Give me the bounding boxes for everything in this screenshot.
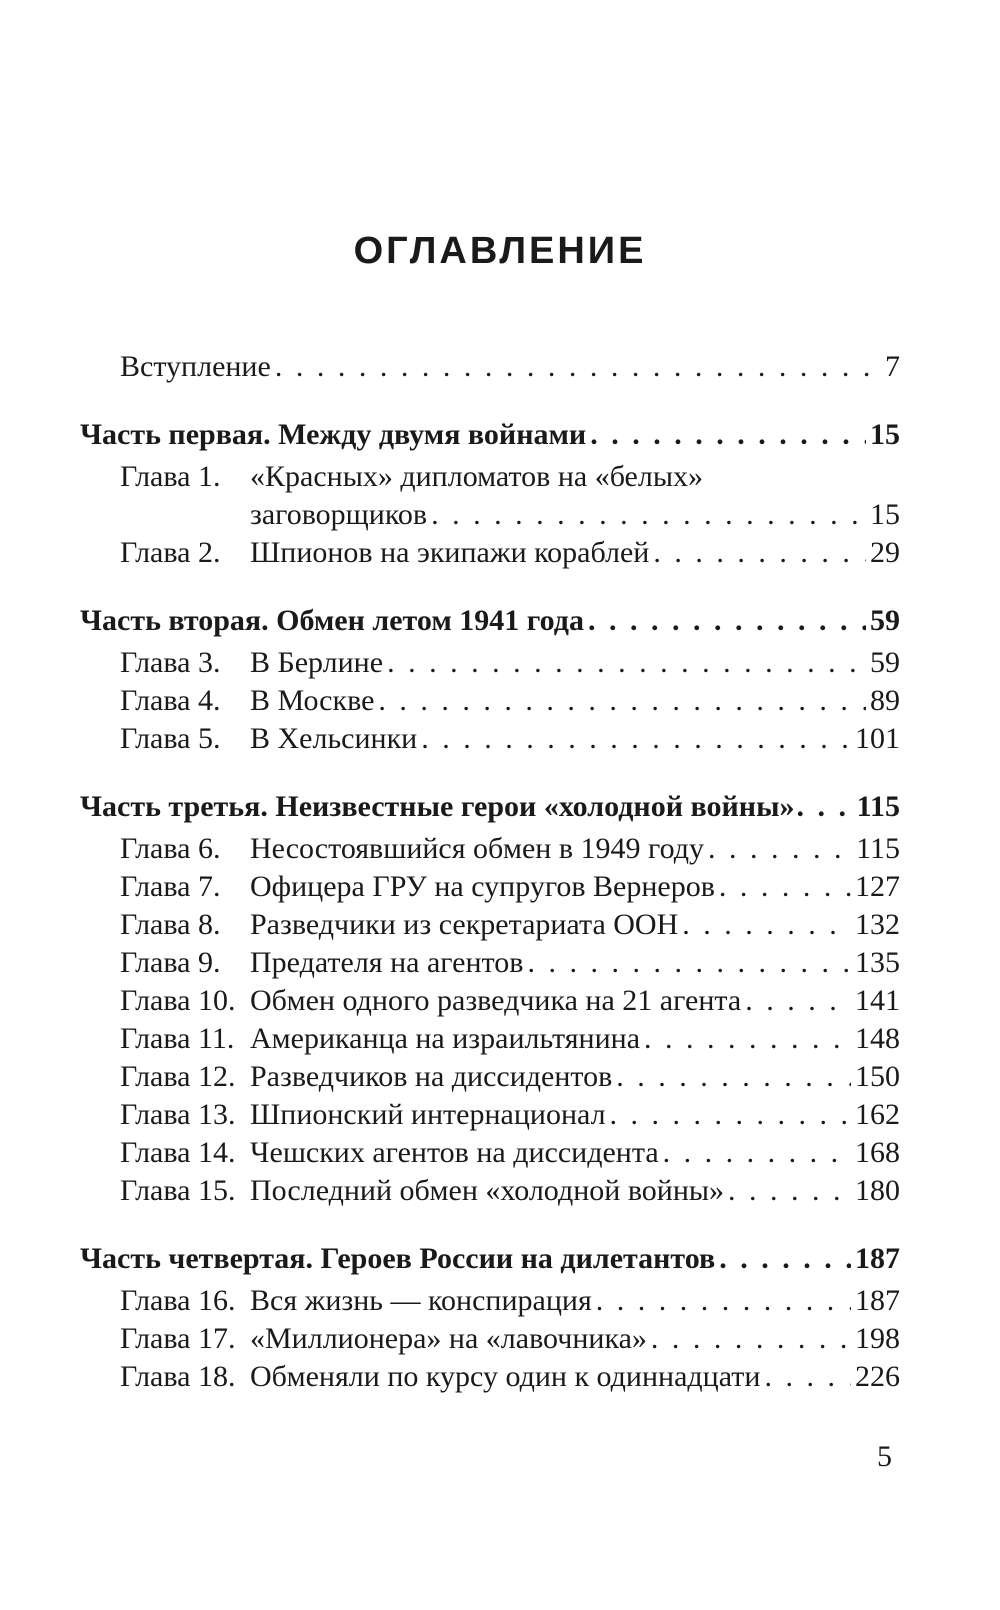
toc-chapter-17[interactable]	[80, 1320, 900, 1358]
leader-dots	[431, 496, 866, 534]
leader-dots	[387, 644, 866, 682]
toc-chapter-3[interactable]	[80, 644, 900, 682]
toc-chapter-12[interactable]	[80, 1058, 900, 1096]
leader-dots	[644, 1020, 851, 1058]
leader-dots	[719, 1240, 851, 1278]
chapter-page: 150	[855, 1060, 900, 1093]
toc-entry-intro[interactable]	[80, 348, 900, 386]
chapter-number: Глава 12.	[120, 1060, 236, 1093]
toc-chapter-9[interactable]	[80, 944, 900, 982]
chapter-title: В Москве	[250, 684, 375, 717]
chapter-page: 101	[855, 722, 900, 755]
table-of-contents	[80, 348, 900, 1396]
chapter-page: 162	[855, 1098, 900, 1131]
part-page: 15	[870, 418, 900, 451]
leader-dots	[728, 1172, 851, 1210]
chapter-page: 29	[870, 536, 900, 569]
toc-chapter-1[interactable]	[80, 458, 900, 496]
leader-dots	[616, 1058, 851, 1096]
chapter-title: Обмен одного разведчика на 21 агента	[250, 984, 742, 1017]
chapter-page: 187	[855, 1284, 900, 1317]
chapter-number: Глава 1.	[120, 460, 221, 493]
chapter-page: 226	[855, 1360, 900, 1393]
part-title: Часть третья. Неизвестные герои «холодной войны»	[80, 790, 795, 823]
leader-dots	[590, 416, 866, 454]
toc-chapter-2[interactable]	[80, 534, 900, 572]
leader-dots	[719, 868, 851, 906]
chapter-title: Офицера ГРУ на супругов Вернеров	[250, 870, 715, 903]
chapter-page: 135	[855, 946, 900, 979]
toc-part-3[interactable]	[80, 788, 900, 826]
chapter-title: Последний обмен «холодной войны»	[250, 1174, 725, 1207]
chapter-title: Предателя на агентов	[250, 946, 524, 979]
part-page: 115	[856, 790, 900, 823]
page-title: ОГЛАВЛЕНИЕ	[353, 230, 647, 272]
chapter-title: В Хельсинки	[250, 722, 418, 755]
leader-dots	[663, 1134, 851, 1172]
chapter-number: Глава 5.	[120, 722, 221, 755]
chapter-number: Глава 2.	[120, 536, 221, 569]
chapter-number: Глава 4.	[120, 684, 221, 717]
chapter-number: Глава 16.	[120, 1284, 236, 1317]
toc-chapter-15[interactable]	[80, 1172, 900, 1210]
part-page: 187	[855, 1242, 900, 1275]
chapter-number: Глава 15.	[120, 1174, 236, 1207]
toc-chapter-7[interactable]	[80, 868, 900, 906]
leader-dots	[610, 1096, 851, 1134]
chapter-number: Глава 17.	[120, 1322, 236, 1355]
chapter-title: В Берлине	[250, 646, 384, 679]
chapter-number: Глава 8.	[120, 908, 221, 941]
toc-part-4[interactable]	[80, 1240, 900, 1278]
toc-chapter-6[interactable]	[80, 830, 900, 868]
leader-dots	[527, 944, 851, 982]
leader-dots	[651, 1320, 851, 1358]
leader-dots	[764, 1358, 851, 1396]
toc-chapter-16[interactable]	[80, 1282, 900, 1320]
part-title: Часть вторая. Обмен летом 1941 года	[80, 604, 584, 637]
leader-dots	[653, 534, 866, 572]
chapter-page: 198	[855, 1322, 900, 1355]
chapter-page: 180	[855, 1174, 900, 1207]
leader-dots	[421, 720, 851, 758]
chapter-number: Глава 9.	[120, 946, 221, 979]
chapter-page: 141	[855, 984, 900, 1017]
toc-entry-page: 7	[885, 350, 900, 383]
chapter-title: Несостоявшийся обмен в 1949 году	[250, 832, 704, 865]
toc-chapter-11[interactable]	[80, 1020, 900, 1058]
leader-dots	[378, 682, 866, 720]
chapter-title: Вся жизнь — конспирация	[250, 1284, 592, 1317]
toc-part-2[interactable]	[80, 602, 900, 640]
chapter-page: 89	[870, 684, 900, 717]
toc-chapter-18[interactable]	[80, 1358, 900, 1396]
toc-chapter-4[interactable]	[80, 682, 900, 720]
chapter-title: заговорщиков	[250, 498, 428, 531]
chapter-title: Обменяли по курсу один к одиннадцати	[250, 1360, 761, 1393]
part-page: 59	[870, 604, 900, 637]
chapter-page: 59	[870, 646, 900, 679]
toc-chapter-8[interactable]	[80, 906, 900, 944]
chapter-number: Глава 18.	[120, 1360, 236, 1393]
chapter-page: 115	[856, 832, 900, 865]
chapter-title: «Красных» дипломатов на «белых»	[250, 460, 704, 493]
chapter-number: Глава 3.	[120, 646, 221, 679]
chapter-number: Глава 11.	[120, 1022, 235, 1055]
chapter-title: Чешских агентов на диссидента	[250, 1136, 659, 1169]
chapter-page: 132	[855, 908, 900, 941]
leader-dots	[682, 906, 851, 944]
chapter-title: Шпионов на экипажи кораблей	[250, 536, 650, 569]
chapter-page: 127	[855, 870, 900, 903]
toc-entry-title: Вступление	[120, 350, 271, 383]
chapter-number: Глава 13.	[120, 1098, 236, 1131]
leader-dots	[708, 830, 852, 868]
toc-chapter-5[interactable]	[80, 720, 900, 758]
toc-chapter-14[interactable]	[80, 1134, 900, 1172]
chapter-title: Шпионский интернационал	[250, 1098, 606, 1131]
leader-dots	[596, 1282, 851, 1320]
chapter-title: «Миллионера» на «лавочника»	[250, 1322, 647, 1355]
toc-chapter-10[interactable]	[80, 982, 900, 1020]
chapter-title: Американца на израильтянина	[250, 1022, 641, 1055]
chapter-page: 15	[870, 498, 900, 531]
page-number: 5	[877, 1440, 892, 1473]
leader-dots	[745, 982, 851, 1020]
toc-chapter-1-continued[interactable]	[80, 496, 900, 534]
leader-dots	[797, 788, 855, 826]
toc-part-1[interactable]	[80, 416, 900, 454]
leader-dots	[588, 602, 866, 640]
chapter-title: Разведчики из секретариата ООН	[250, 908, 679, 941]
chapter-title: Разведчиков на диссидентов	[250, 1060, 613, 1093]
chapter-number: Глава 6.	[120, 832, 221, 865]
chapter-page: 168	[855, 1136, 900, 1169]
chapter-number: Глава 14.	[120, 1136, 236, 1169]
toc-chapter-13[interactable]	[80, 1096, 900, 1134]
chapter-page: 148	[855, 1022, 900, 1055]
part-title: Часть первая. Между двумя войнами	[80, 418, 587, 451]
chapter-number: Глава 7.	[120, 870, 221, 903]
chapter-number: Глава 10.	[120, 984, 236, 1017]
leader-dots	[275, 348, 881, 386]
part-title: Часть четвертая. Героев России на дилетантов	[80, 1242, 716, 1275]
